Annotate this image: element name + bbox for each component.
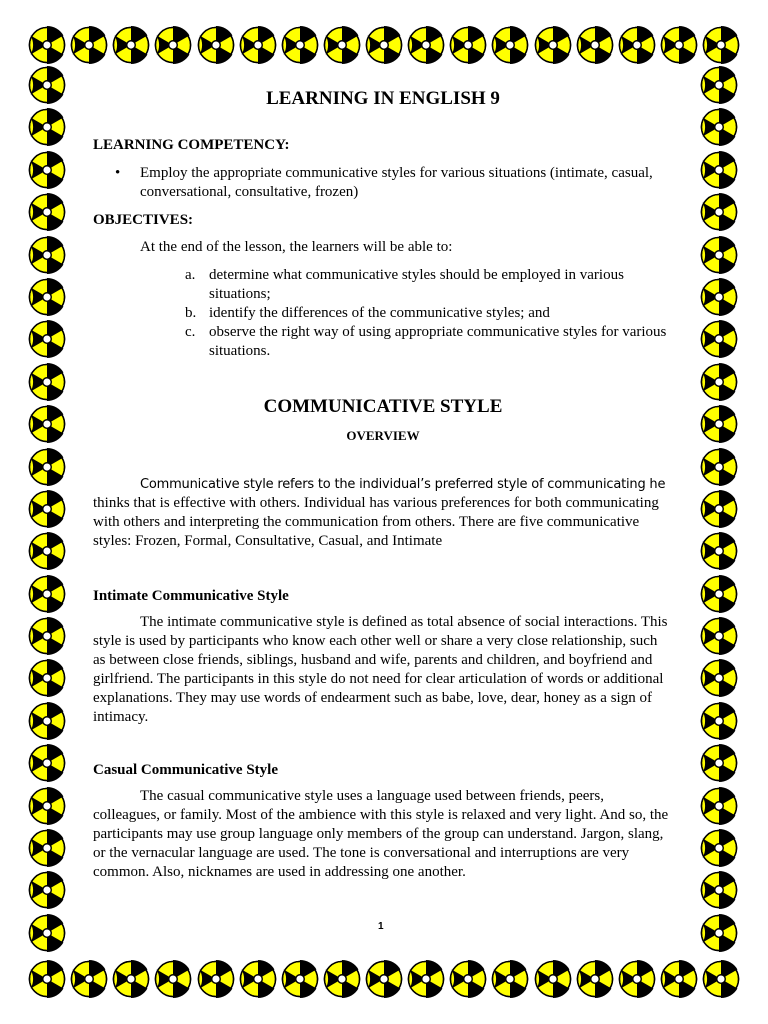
- radiation-symbol-icon: [700, 617, 738, 655]
- objectives-intro: At the end of the lesson, the learners will be able to:: [140, 239, 453, 255]
- radiation-symbol-icon: [700, 193, 738, 231]
- radiation-symbol-icon: [70, 26, 108, 64]
- objective-item: [185, 266, 675, 304]
- radiation-symbol-icon: [197, 960, 235, 998]
- radiation-symbol-icon: [28, 278, 66, 316]
- overview-subtitle: OVERVIEW: [346, 428, 420, 443]
- border-right-column: [700, 66, 738, 952]
- radiation-symbol-icon: [28, 532, 66, 570]
- radiation-symbol-icon: [700, 490, 738, 528]
- radiation-symbol-icon: [28, 490, 66, 528]
- radiation-symbol-icon: [700, 532, 738, 570]
- radiation-symbol-icon: [323, 960, 361, 998]
- radiation-symbol-icon: [700, 363, 738, 401]
- radiation-symbol-icon: [323, 26, 361, 64]
- radiation-symbol-icon: [700, 575, 738, 613]
- objectives-list: [185, 266, 675, 361]
- objectives-heading: OBJECTIVES:: [93, 212, 194, 228]
- radiation-symbol-icon: [702, 960, 740, 998]
- intimate-style-paragraph: The intimate communicative style is defined as total absence of social interactions. This style is used by participants who know each other well or share a very close relationship, such as between close friends, siblings, husband and wife, parents and children, and boyfriend and girlfriend. The participants in this style do not need for clear articulation of words or additional explanations. They may use words of endearment such as babe, love, dear, honey as a sign of intimacy.: [93, 614, 668, 725]
- radiation-symbol-icon: [28, 363, 66, 401]
- objective-marker: b.: [185, 305, 197, 321]
- radiation-symbol-icon: [28, 320, 66, 358]
- radiation-symbol-icon: [239, 26, 277, 64]
- objective-item: [185, 304, 675, 323]
- radiation-symbol-icon: [28, 405, 66, 443]
- radiation-symbol-icon: [449, 26, 487, 64]
- radiation-symbol-icon: [700, 448, 738, 486]
- radiation-symbol-icon: [70, 960, 108, 998]
- overview-paragraph: [93, 475, 671, 551]
- objective-text: observe the right way of using appropriate communicative styles for various situations.: [209, 324, 667, 359]
- competency-text: Employ the appropriate communicative styles for various situations (intimate, casual, conversational, consultative, frozen): [140, 165, 653, 200]
- radiation-symbol-icon: [28, 151, 66, 189]
- radiation-symbol-icon: [700, 744, 738, 782]
- document-title: LEARNING IN ENGLISH 9: [266, 88, 500, 109]
- radiation-symbol-icon: [700, 659, 738, 697]
- radiation-symbol-icon: [491, 960, 529, 998]
- radiation-symbol-icon: [28, 448, 66, 486]
- bullet-marker: •: [115, 165, 121, 181]
- radiation-symbol-icon: [407, 960, 445, 998]
- radiation-symbol-icon: [197, 26, 235, 64]
- radiation-symbol-icon: [449, 960, 487, 998]
- radiation-symbol-icon: [28, 575, 66, 613]
- radiation-symbol-icon: [28, 66, 66, 104]
- radiation-symbol-icon: [700, 236, 738, 274]
- radiation-symbol-icon: [702, 26, 740, 64]
- radiation-symbol-icon: [28, 193, 66, 231]
- radiation-symbol-icon: [154, 26, 192, 64]
- overview-body-text: thinks that is effective with others. Individual has various preferences for both communicating with others and interpreting the communication from others. There are five communicative styles: Frozen, Formal, Consultative, Casual, and Intimate: [93, 495, 659, 549]
- radiation-symbol-icon: [28, 744, 66, 782]
- radiation-symbol-icon: [700, 829, 738, 867]
- section-title: COMMUNICATIVE STYLE: [263, 396, 503, 417]
- radiation-symbol-icon: [700, 702, 738, 740]
- radiation-symbol-icon: [576, 26, 614, 64]
- page-number: 1: [378, 921, 384, 932]
- radiation-symbol-icon: [28, 787, 66, 825]
- radiation-symbol-icon: [28, 236, 66, 274]
- objective-text: identify the differences of the communicative styles; and: [209, 305, 550, 321]
- radiation-symbol-icon: [534, 960, 572, 998]
- radiation-symbol-icon: [700, 66, 738, 104]
- radiation-symbol-icon: [281, 26, 319, 64]
- radiation-symbol-icon: [700, 320, 738, 358]
- radiation-symbol-icon: [112, 960, 150, 998]
- radiation-symbol-icon: [534, 26, 572, 64]
- radiation-symbol-icon: [28, 617, 66, 655]
- radiation-symbol-icon: [700, 405, 738, 443]
- radiation-symbol-icon: [700, 787, 738, 825]
- radiation-symbol-icon: [28, 960, 66, 998]
- radiation-symbol-icon: [28, 871, 66, 909]
- radiation-symbol-icon: [700, 151, 738, 189]
- radiation-symbol-icon: [281, 960, 319, 998]
- radiation-symbol-icon: [700, 278, 738, 316]
- border-left-column: [28, 66, 66, 952]
- radiation-symbol-icon: [28, 26, 66, 64]
- radiation-symbol-icon: [112, 26, 150, 64]
- border-bottom-row: [28, 960, 740, 998]
- radiation-symbol-icon: [365, 960, 403, 998]
- radiation-symbol-icon: [28, 108, 66, 146]
- radiation-symbol-icon: [660, 26, 698, 64]
- learning-competency-heading: LEARNING COMPETENCY:: [93, 137, 290, 153]
- radiation-symbol-icon: [154, 960, 192, 998]
- objective-text: determine what communicative styles should be employed in various situations;: [209, 267, 624, 302]
- radiation-symbol-icon: [618, 26, 656, 64]
- radiation-symbol-icon: [660, 960, 698, 998]
- overview-lead-text: Communicative style refers to the individual’s preferred style of communicating he: [140, 477, 666, 492]
- radiation-symbol-icon: [239, 960, 277, 998]
- radiation-symbol-icon: [28, 914, 66, 952]
- radiation-symbol-icon: [28, 659, 66, 697]
- radiation-symbol-icon: [28, 829, 66, 867]
- radiation-symbol-icon: [365, 26, 403, 64]
- objective-marker: a.: [185, 267, 196, 283]
- radiation-symbol-icon: [407, 26, 445, 64]
- objective-marker: c.: [185, 324, 196, 340]
- competency-bullet-item: [115, 164, 671, 202]
- radiation-symbol-icon: [618, 960, 656, 998]
- radiation-symbol-icon: [28, 702, 66, 740]
- objective-item: [185, 323, 675, 361]
- radiation-symbol-icon: [491, 26, 529, 64]
- radiation-symbol-icon: [700, 914, 738, 952]
- intimate-style-heading: Intimate Communicative Style: [93, 588, 289, 604]
- border-top-row: [28, 26, 740, 64]
- radiation-symbol-icon: [700, 871, 738, 909]
- casual-style-heading: Casual Communicative Style: [93, 762, 278, 778]
- casual-style-paragraph: The casual communicative style uses a language used between friends, peers, colleagues, or family. Most of the ambience with this style is relaxed and very light. And so, the participants may use group language only members of the group can understand. Jargon, slang, or the vernacular language are used. The tone is conversational and interruptions are very common. Also, nicknames are used in addressing one another.: [93, 788, 669, 880]
- radiation-symbol-icon: [700, 108, 738, 146]
- radiation-symbol-icon: [576, 960, 614, 998]
